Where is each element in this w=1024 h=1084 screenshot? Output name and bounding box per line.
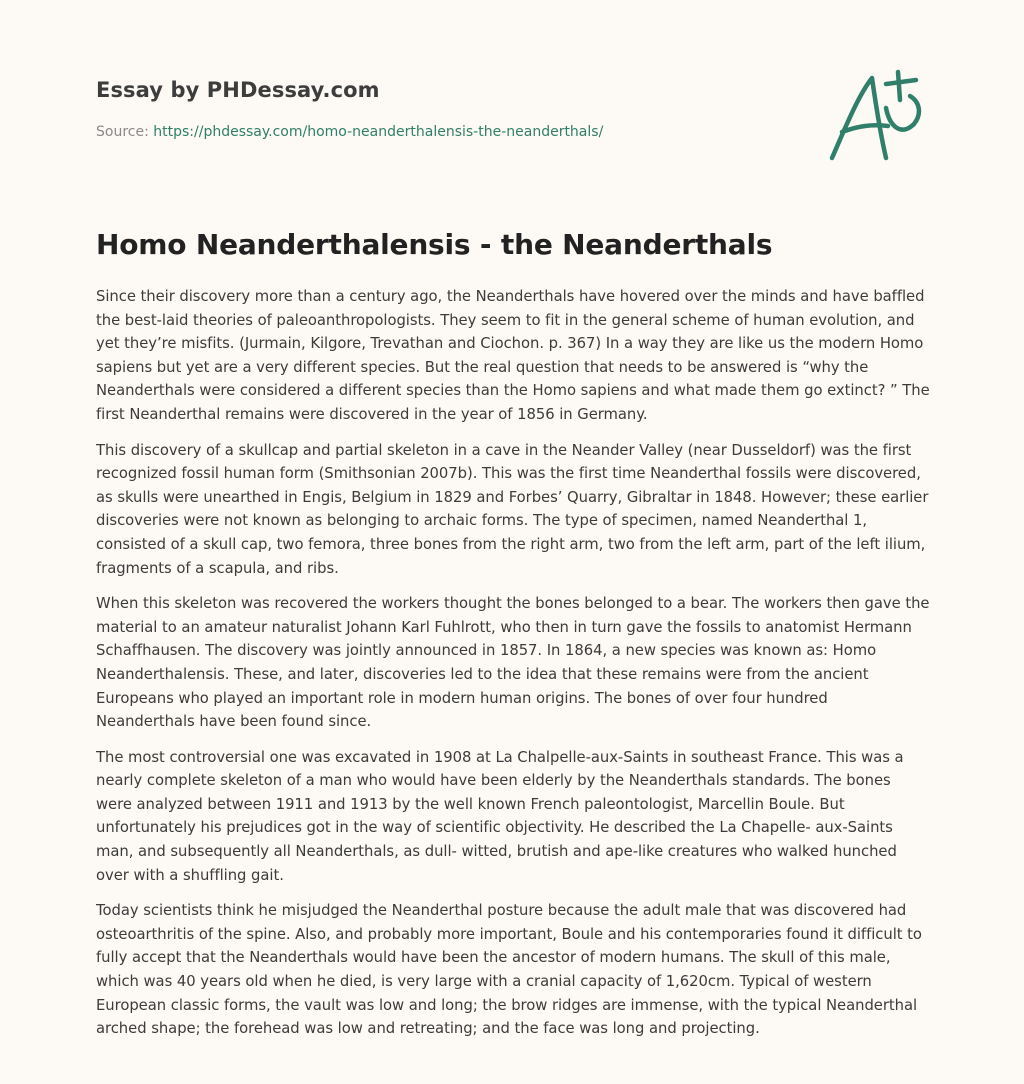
site-brand: Essay by PHDessay.com [96, 78, 380, 102]
source-link[interactable]: https://phdessay.com/homo-neanderthalensis-the-neanderthals/ [153, 124, 604, 140]
page-header [96, 0, 928, 200]
essay-paragraph: Today scientists think he misjudged the Neanderthal posture because the adult male that was discovered had osteoarthritis of the spine. Also, and probably more important, Boule and his contemporaries found it difficult to fully accept that the Neanderthals would have been the ancestor of modern humans. The skull of this male, which was 40 years old when he died, is very large with a cranial capacity of 1,620cm. Typical of western European classic forms, the vault was low and long; the brow ridges are immense, with the typical Neanderthal arched shape; the forehead was low and retreating; and the face was long and projecting. [96, 902, 922, 1038]
essay-paragraph: Since their discovery more than a century ago, the Neanderthals have hovered over the minds and have baffled the best-laid theories of paleoanthropologists. They seem to fit in the general scheme of human evolution, and yet they’re misfits. (Jurmain, Kilgore, Trevathan and Ciochon. p. 367) In a way they are like us the modern Homo sapiens but yet are a very different species. But the real question that needs to be answered is “why the Neanderthals were considered a different species than the Homo sapiens and what made them go extinct? ” The first Neanderthal remains were discovered in the year of 1856 in Germany. [96, 288, 930, 423]
essay-paragraph: The most controversial one was excavated in 1908 at La Chalpelle-aux-Saints in southeast France. This was a nearly complete skeleton of a man who would have been elderly by the Neanderthals standards. The bones were analyzed between 1911 and 1913 by the well known French paleontologist, Marcellin Boule. But unfortunately his prejudices got in the way of scientific objectivity. He described the La Chapelle- aux-Saints man, and subsequently all Neanderthals, as dull- witted, brutish and ape-like creatures who walked hunched over with a shuffling gait. [96, 748, 904, 884]
essay-title: Homo Neanderthalensis - the Neanderthals [96, 228, 773, 261]
essay-paragraph: This discovery of a skullcap and partial skeleton in a cave in the Neander Valley (near Dusseldorf) was the first recognized fossil human form (Smithsonian 2007b). This was the first time Neanderthal fossils were discovered, as skulls were unearthed in Engis, Belgium in 1829 and Forbes’ Quarry, Gibraltar in 1848. However; these earlier discoveries were not known as belonging to archaic forms. The type of specimen, named Neanderthal 1, consisted of a skull cap, two femora, three bones from the right arm, two from the left arm, part of the left ilium, fragments of a scapula, and ribs. [96, 441, 929, 577]
essay-paragraph: When this skeleton was recovered the workers thought the bones belonged to a bear. The workers then gave the material to an amateur naturalist Johann Karl Fuhlrott, who then in turn gave the fossils to anatomist Hermann Schaffhausen. The discovery was jointly announced in 1857. In 1864, a new species was known as: Homo Neanderthalensis. These, and later, discoveries led to the idea that these remains were from the ancient Europeans who played an important role in modern human origins. The bones of over four hundred Neanderthals have been found since. [96, 595, 930, 731]
a-plus-icon [824, 66, 928, 166]
source-line [96, 124, 603, 140]
source-label: Source: [96, 124, 149, 140]
essay-body [96, 285, 930, 1053]
